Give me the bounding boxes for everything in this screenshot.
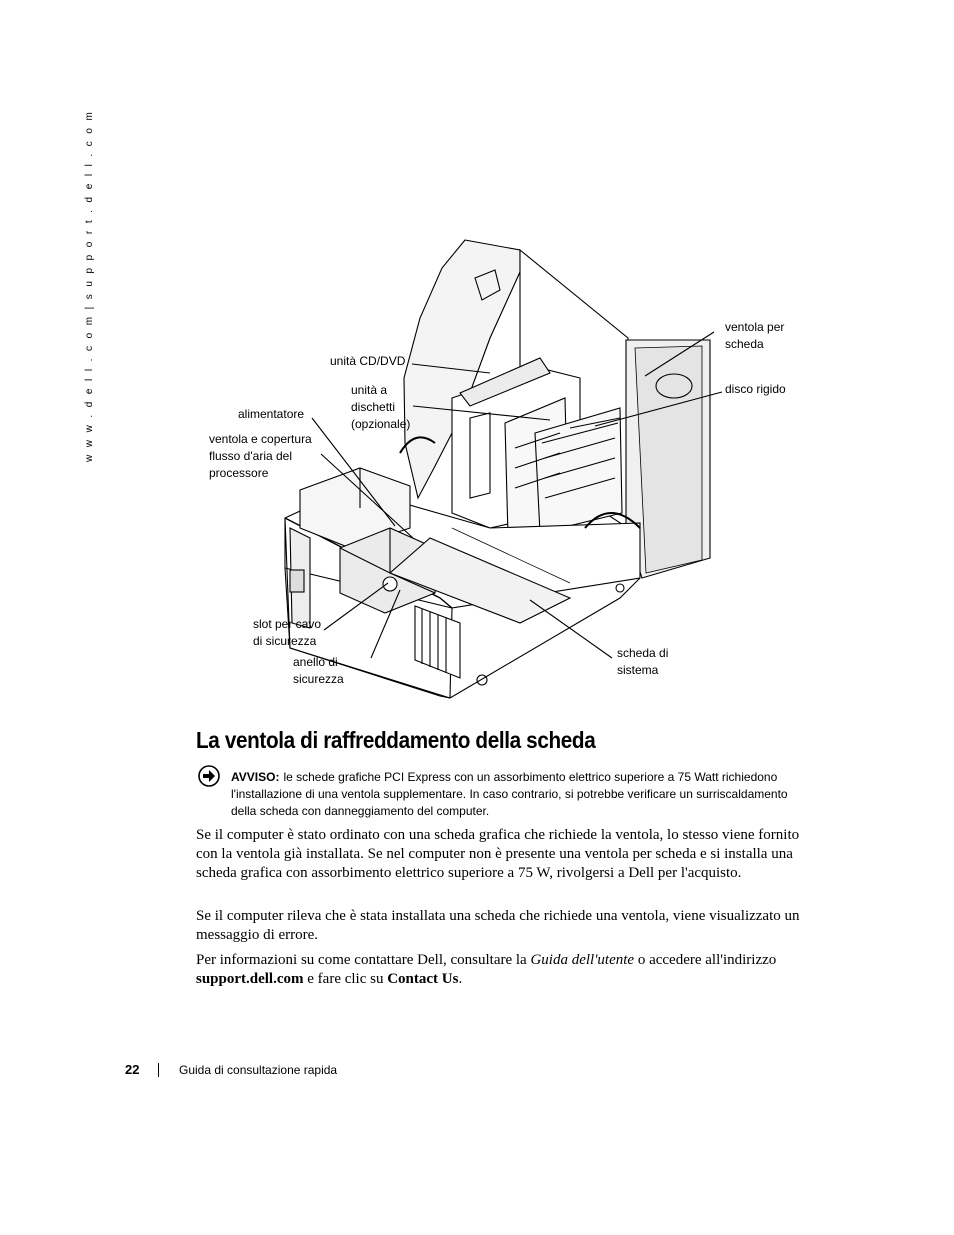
page-number: 22 xyxy=(125,1062,140,1077)
callout-processor-fan-shroud: ventola e copertura flusso d'aria del processore xyxy=(209,432,312,480)
callout-cd-dvd-drive: unità CD/DVD xyxy=(330,354,406,368)
footer-divider xyxy=(158,1063,159,1077)
callout-floppy-drive: unità a dischetti (opzionale) xyxy=(351,383,411,431)
user-guide-reference: Guida dell'utente xyxy=(530,952,635,968)
p3-text-a: Per informazioni su come contattare Dell, consultare la xyxy=(196,952,531,968)
notice-block xyxy=(231,769,791,820)
callout-padlock-ring: anello di sicurezza xyxy=(293,655,344,686)
notice-arrow-icon xyxy=(198,765,220,787)
callout-security-cable-slot: slot per cavo di sicurezza xyxy=(253,617,322,648)
p3-text-c: e fare clic su xyxy=(303,971,388,987)
section-title: La ventola di raffreddamento della scheda xyxy=(196,727,596,753)
support-site-link[interactable]: support.dell.com xyxy=(196,971,304,987)
contact-us-reference: Contact Us xyxy=(387,971,459,987)
paragraph-error-message: Se il computer rileva che è stata installata una scheda che richiede una ventola, viene visualizzato un messaggio di errore. xyxy=(196,908,800,943)
callout-power-supply: alimentatore xyxy=(238,407,305,421)
computer-interior-illustration xyxy=(190,228,830,708)
callout-system-board: scheda di sistema xyxy=(617,646,669,677)
notice-label: AVVISO: xyxy=(231,770,280,784)
callout-card-fan: ventola per scheda xyxy=(725,320,785,351)
callout-hard-drive: disco rigido xyxy=(725,382,786,396)
notice-text: le schede grafiche PCI Express con un assorbimento elettrico superiore a 75 Watt richiedono l'installazione di una ventola supplementare. In caso contrario, si potrebbe verificare un surriscaldamento della scheda con danneggiamento del computer. xyxy=(231,770,788,818)
paragraph-contact-dell xyxy=(196,951,811,989)
p3-text-b: o accedere all'indirizzo xyxy=(634,952,777,968)
paragraph-fan-supplied: Se il computer è stato ordinato con una scheda grafica che richiede la ventola, lo stesso viene fornito con la ventola già installata. Se nel computer non è presente una ventola per scheda e si installa una scheda grafica con assorbimento elettrico superiore a 75 W, rivolgersi a Dell per l'acquisto. xyxy=(196,827,800,881)
footer-doc-title: Guida di consultazione rapida xyxy=(179,1063,338,1077)
side-url-text: w w w . d e l l . c o m | s u p p o r t . d e l l . c o m xyxy=(84,109,95,462)
p3-text-d: . xyxy=(458,971,463,987)
